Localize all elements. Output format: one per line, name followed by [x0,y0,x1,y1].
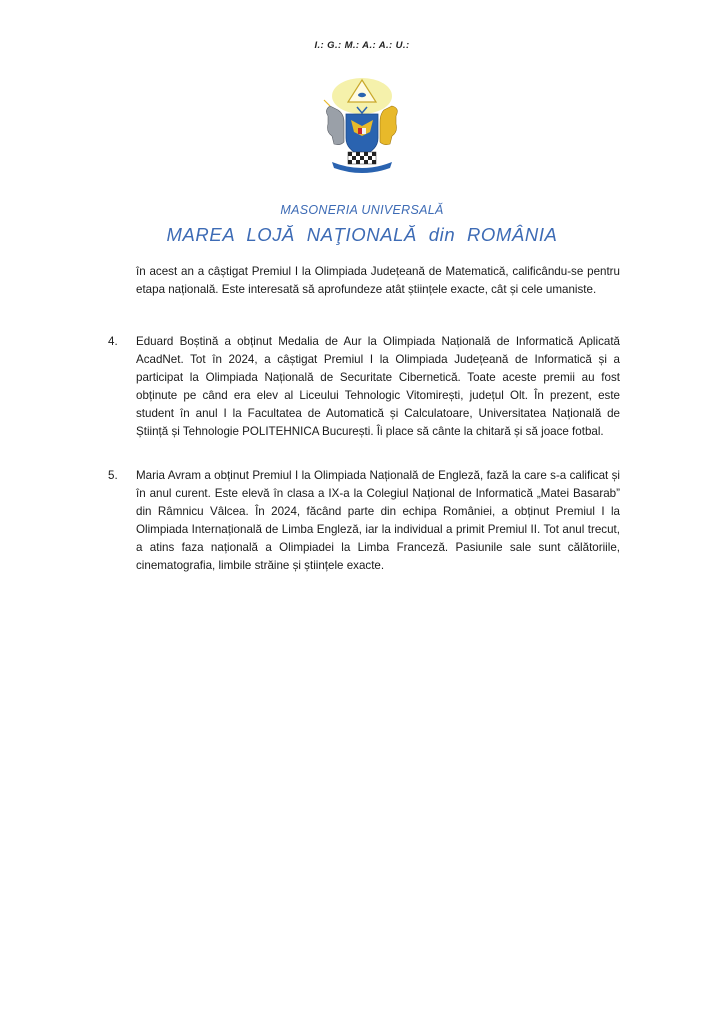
list-item [108,333,620,441]
coat-of-arms-icon [318,76,406,174]
list-item [108,467,620,575]
emblem-unicorn [326,106,344,145]
organization-subtitle: MASONERIA UNIVERSALĂ [280,203,444,217]
header-code: I.: G.: M.: A.: A.: U.: [314,40,410,51]
emblem-eye [358,93,366,97]
list-item-number: 5. [108,469,118,482]
emblem-shield-white [362,128,366,134]
list-item-number: 4. [108,335,118,348]
list-item-text: Maria Avram a obținut Premiul I la Olimpiada Națională de Engleză, fază la care s-a calificat și în anul curent. Este elevă în clasa a IX-a la Colegiul Național de Informatică „Matei Basarab” din Râmnicu Vâlcea. În 2024, făcând parte din echipa României, a obținut Premiul I la Olimpiada Internațională de Limba Engleză, iar la individual a primit Premiul II. Tot anul trecut, a atins faza națională a Olimpiadei la Limba Franceză. Pasiunile sale sunt călătoriile, cinematografia, limbile străine și științele exacte. [136,469,620,572]
emblem-lion [380,106,397,145]
emblem-checkered-floor [348,152,376,164]
emblem-shield-red [358,128,362,134]
list-item-text: Eduard Boștină a obținut Medalia de Aur la Olimpiada Națională de Informatică Aplicată AcadNet. Tot în 2024, a câștigat Premiul I la Olimpiada Județeană de Informatică și a participat la Olimpiada Națională de Securitate Cibernetică. Toate aceste premii au fost obținute pe când era elev al Liceului Tehnologic Vitomirești, județul Olt. În prezent, este student în anul I la Facultatea de Automatică și Calculatoare, Universitatea Națională de Știință și Tehnologie POLITEHNICA București. Îi place să cânte la chitară și să joace fotbal. [136,335,620,438]
organization-title: MAREA LOJĂ NAŢIONALĂ din ROMÂNIA [166,224,558,245]
intro-paragraph: în acest an a câștigat Premiul I la Olimpiada Județeană de Matematică, calificându-se pentru etapa națională. Este interesată să aprofundeze atât științele exacte, cât și cele umaniste. [136,265,620,296]
